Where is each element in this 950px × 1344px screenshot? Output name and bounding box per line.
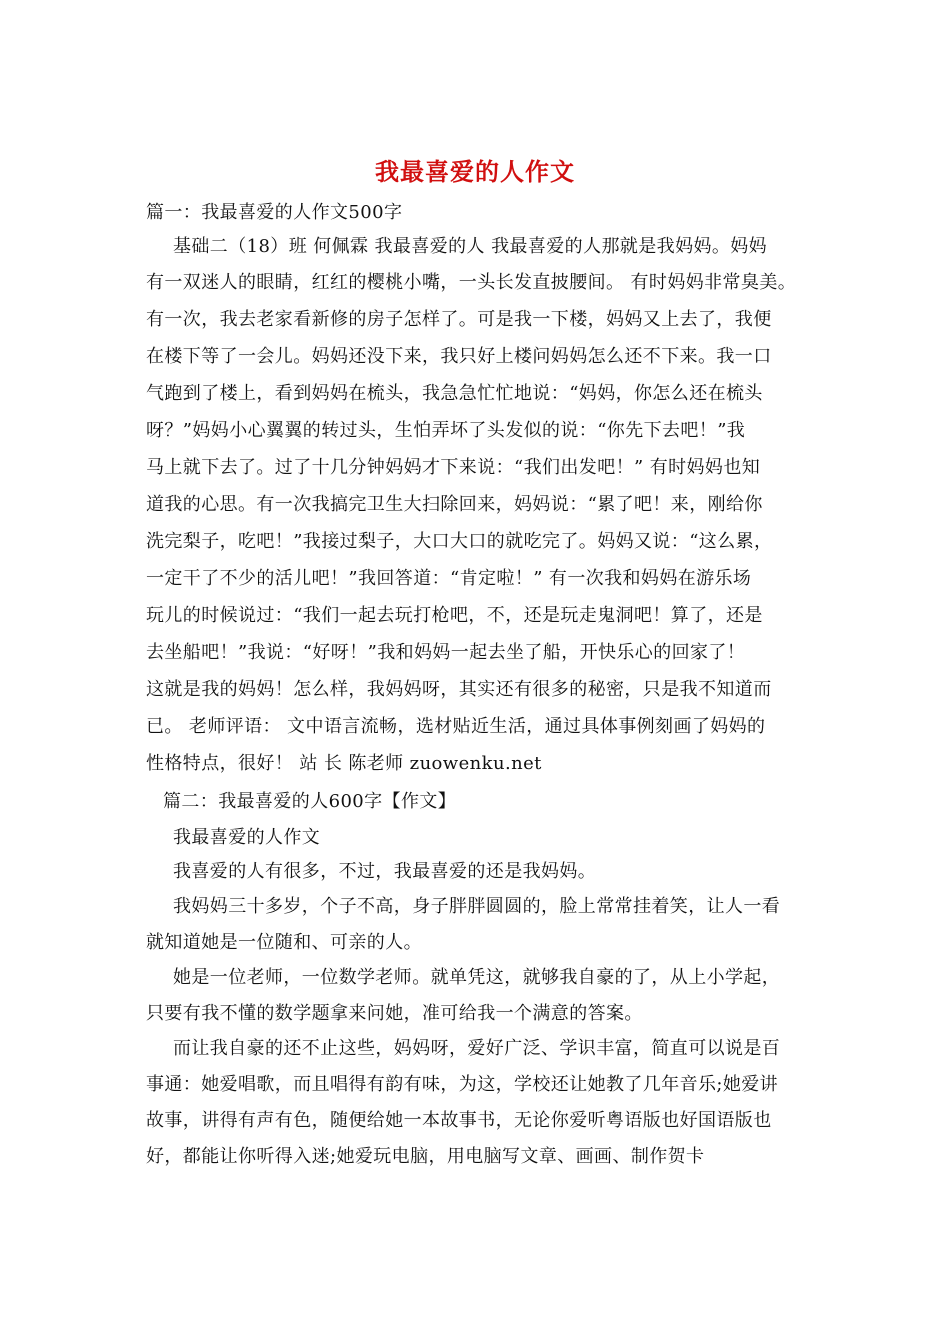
paragraph-line: 基础二（18）班 何佩霖 我最喜爱的人 我最喜爱的人那就是我妈妈。妈妈 bbox=[173, 236, 768, 257]
paragraph-line: 性格特点，很好！ 站 长 陈老师 zuowenku.net bbox=[146, 753, 542, 774]
section2-subtitle: 我最喜爱的人作文 bbox=[173, 827, 321, 848]
paragraph-line: 一定干了不少的活儿吧！”我回答道：“肯定啦！” 有一次我和妈妈在游乐场 bbox=[146, 568, 752, 589]
paragraph-line: 这就是我的妈妈！怎么样，我妈妈呀，其实还有很多的秘密，只是我不知道而 bbox=[146, 679, 772, 700]
document-title: 我最喜爱的人作文 bbox=[375, 157, 575, 186]
paragraph-line: 呀？”妈妈小心翼翼的转过头，生怕弄坏了头发似的说：“你先下去吧！”我 bbox=[146, 420, 746, 441]
paragraph-line: 就知道她是一位随和、可亲的人。 bbox=[146, 932, 422, 953]
paragraph-line: 洗完梨子，吃吧！”我接过梨子，大口大口的就吃完了。妈妈又说：“这么累， bbox=[146, 531, 773, 552]
paragraph-line: 我妈妈三十多岁，个子不高，身子胖胖圆圆的，脸上常常挂着笑，让人一看 bbox=[173, 896, 781, 917]
paragraph-line: 玩儿的时候说过：“我们一起去玩打枪吧，不，还是玩走鬼洞吧！算了，还是 bbox=[146, 605, 763, 626]
paragraph-line: 她是一位老师，一位数学老师。就单凭这，就够我自豪的了，从上小学起， bbox=[173, 967, 781, 988]
section2-heading: 篇二：我最喜爱的人600字【作文】 bbox=[163, 791, 457, 812]
paragraph-line: 在楼下等了一会儿。妈妈还没下来，我只好上楼问妈妈怎么还不下来。我一口 bbox=[146, 346, 772, 367]
paragraph-line: 只要有我不懂的数学题拿来问她，准可给我一个满意的答案。 bbox=[146, 1003, 643, 1024]
paragraph-line: 有一次，我去老家看新修的房子怎样了。可是我一下楼，妈妈又上去了，我便 bbox=[146, 309, 772, 330]
paragraph-line: 道我的心思。有一次我搞完卫生大扫除回来，妈妈说：“累了吧！来，刚给你 bbox=[146, 494, 763, 515]
paragraph-line: 事通：她爱唱歌，而且唱得有韵有味，为这，学校还让她教了几年音乐;她爱讲 bbox=[146, 1074, 779, 1095]
paragraph-line: 我喜爱的人有很多，不过，我最喜爱的还是我妈妈。 bbox=[173, 861, 597, 882]
paragraph-line: 马上就下去了。过了十几分钟妈妈才下来说：“我们出发吧！” 有时妈妈也知 bbox=[146, 457, 761, 478]
paragraph-line: 故事，讲得有声有色，随便给她一本故事书，无论你爱听粤语版也好国语版也 bbox=[146, 1110, 772, 1131]
paragraph-line: 好，都能让你听得入迷;她爱玩电脑，用电脑写文章、画画、制作贺卡 bbox=[146, 1146, 705, 1167]
section1-heading: 篇一：我最喜爱的人作文500字 bbox=[146, 202, 403, 223]
paragraph-line: 去坐船吧！”我说：“好呀！”我和妈妈一起去坐了船，开快乐心的回家了！ bbox=[146, 642, 746, 663]
paragraph-line: 气跑到了楼上，看到妈妈在梳头，我急急忙忙地说：“妈妈，你怎么还在梳头 bbox=[146, 383, 763, 404]
paragraph-line: 已。 老师评语： 文中语言流畅，选材贴近生活，通过具体事例刻画了妈妈的 bbox=[146, 716, 766, 737]
paragraph-line: 而让我自豪的还不止这些，妈妈呀，爱好广泛、学识丰富，简直可以说是百 bbox=[173, 1038, 781, 1059]
paragraph-line: 有一双迷人的眼睛，红红的樱桃小嘴，一头长发直披腰间。 有时妈妈非常臭美。 bbox=[146, 272, 797, 293]
